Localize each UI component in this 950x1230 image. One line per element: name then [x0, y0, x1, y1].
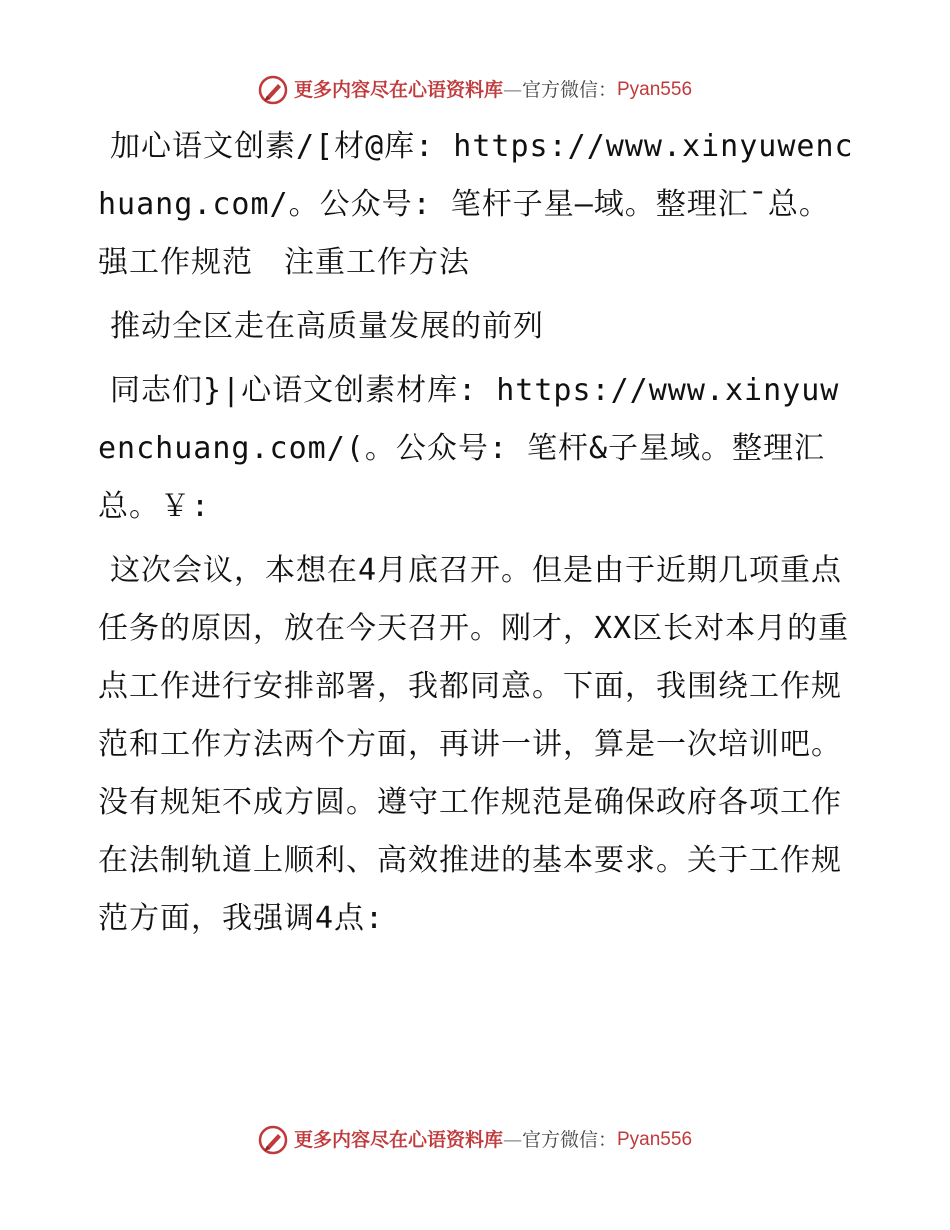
banner-sub-text: 官方微信： [521, 79, 617, 101]
paragraph-body: 这次会议，本想在4月底召开。但是由于近期几项重点任务的原因，放在今天召开。刚才，XX区长对本月的重点工作进行安排部署，我都同意。下面，我围绕工作规范和工作方法两个方面，再讲一讲，算是一次培训吧。没有规矩不成方圆。遵守工作规范是确保政府各项工作在法制轨道上顺利、高效推进的基本要求。关于工作规范方面，我强调4点: [98, 553, 850, 936]
banner-wechat-id: Pyan556 [617, 1129, 693, 1150]
header-watermark-banner [0, 70, 950, 110]
paragraph-greeting: 同志们}|心语文创素材库: https://www.xinyuwenchuang.com/(。公众号: 笔杆&子星域。整理汇总。￥: [98, 373, 840, 524]
banner-main-text: 更多内容尽在心语资料库 [293, 1129, 503, 1151]
document-body [98, 118, 858, 954]
pen-logo-icon [258, 75, 288, 105]
footer-watermark-banner [0, 1120, 950, 1160]
banner-main-text: 更多内容尽在心语资料库 [293, 79, 503, 101]
paragraph-intro-source: 加心语文创素/[材@库: https://www.xinyuwenchuang.com/。公众号: 笔杆子星—域。整理汇¯总。强工作规范 注重工作方法 [98, 129, 854, 280]
banner-separator: — [502, 79, 522, 101]
banner-sub-text: 官方微信： [521, 1129, 617, 1151]
banner-wechat-id: Pyan556 [617, 79, 693, 100]
pen-logo-icon [258, 1125, 288, 1155]
paragraph-title: 推动全区走在高质量发展的前列 [110, 309, 544, 344]
banner-separator: — [502, 1129, 522, 1151]
